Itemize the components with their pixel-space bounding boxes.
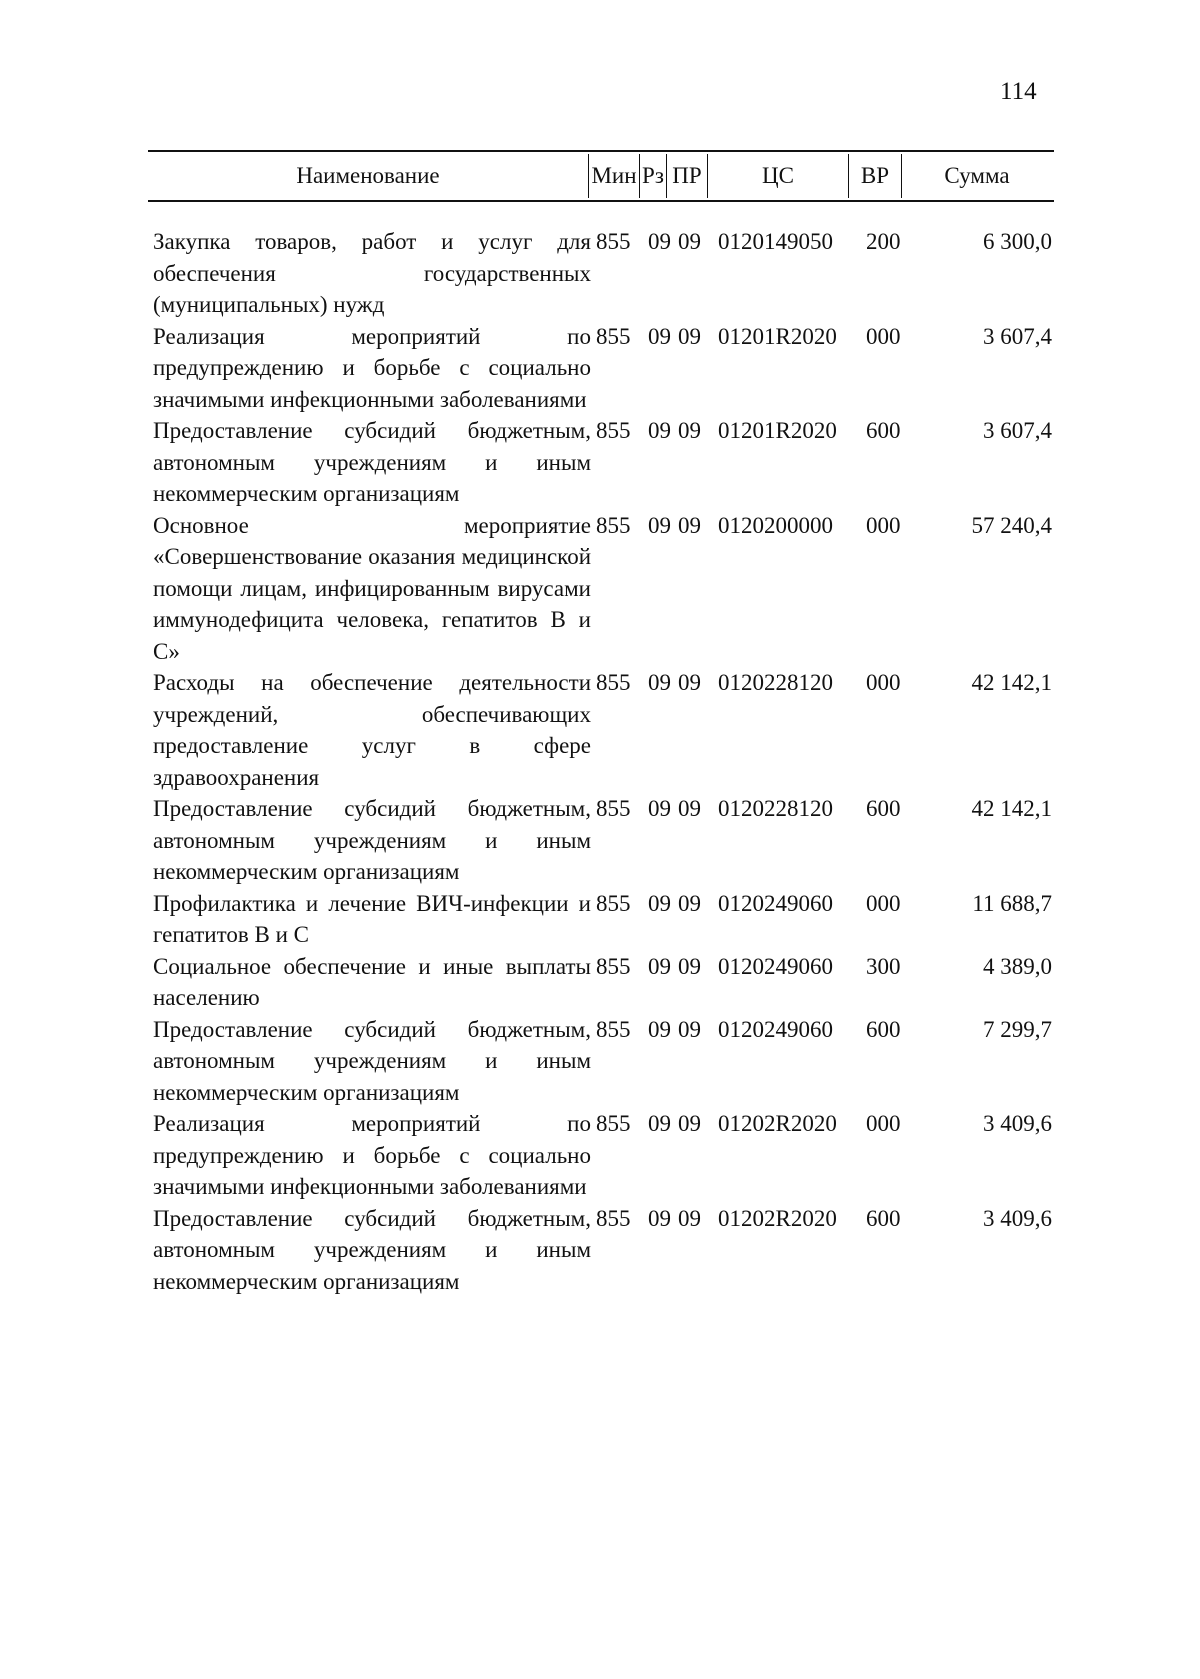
row-vr: 200: [866, 229, 901, 254]
row-cs: 01202R2020: [718, 1111, 837, 1136]
table-row: [0, 888, 1200, 951]
row-min: 855: [596, 953, 631, 979]
row-cs: 01201R2020: [718, 323, 837, 349]
row-rz: 09: [648, 1205, 671, 1231]
row-name: Предоставление субсидий бюджетным, автономным учреждениям и иным некоммерческим организациям: [153, 1205, 591, 1294]
row-cs: 01202R2020: [718, 1205, 837, 1231]
header-name: Наименование: [296, 163, 440, 188]
row-vr: 000: [866, 670, 901, 695]
row-min: 855: [596, 1111, 631, 1136]
row-rz: 09: [648, 229, 671, 254]
header-pr: ПР: [672, 163, 702, 188]
table-row: [0, 1014, 1200, 1109]
row-name: Основное мероприятие «Совершенствование оказания медицинской помощи лицам, инфицированным вирусами иммунодефицита человека, гепатитов В и С»: [153, 512, 591, 664]
row-name: Реализация мероприятий по предупреждению и борьбе с социально значимыми инфекционными заболеваниями: [153, 1111, 591, 1199]
row-min: 855: [596, 418, 631, 443]
row-pr: 09: [678, 890, 701, 916]
row-vr: 000: [866, 512, 901, 538]
row-vr: 600: [866, 796, 901, 821]
row-min: 855: [596, 323, 631, 349]
row-pr: 09: [678, 796, 701, 821]
row-pr: 09: [678, 512, 701, 538]
row-cs: 0120249060: [718, 953, 833, 979]
row-pr: 09: [678, 1111, 701, 1136]
row-name: Реализация мероприятий по предупреждению и борьбе с социально значимыми инфекционными заболеваниями: [153, 323, 591, 412]
row-cs: 0120249060: [718, 1016, 833, 1042]
row-sum: 3 607,4: [983, 418, 1052, 443]
row-min: 855: [596, 890, 631, 916]
table-body: [0, 226, 1200, 1297]
table-row: [0, 415, 1200, 510]
row-sum: 7 299,7: [983, 1016, 1052, 1042]
header-cs: ЦС: [762, 163, 794, 188]
header-sum: Сумма: [944, 163, 1010, 188]
row-pr: 09: [678, 229, 701, 254]
row-cs: 0120228120: [718, 670, 833, 695]
row-name: Предоставление субсидий бюджетным, автономным учреждениям и иным некоммерческим организациям: [153, 796, 591, 884]
row-vr: 000: [866, 890, 901, 916]
table-row: [0, 321, 1200, 416]
table-row: [0, 1108, 1200, 1203]
row-rz: 09: [648, 953, 671, 979]
row-sum: 42 142,1: [971, 670, 1052, 695]
row-sum: 57 240,4: [971, 512, 1052, 538]
row-cs: 01201R2020: [718, 418, 837, 443]
table-row: [0, 793, 1200, 888]
row-cs: 0120200000: [718, 512, 833, 538]
row-sum: 3 607,4: [983, 323, 1052, 349]
row-vr: 300: [866, 953, 901, 979]
row-vr: 600: [866, 1205, 901, 1231]
row-min: 855: [596, 512, 631, 538]
row-sum: 3 409,6: [983, 1205, 1052, 1231]
table-row: [0, 510, 1200, 668]
row-rz: 09: [648, 418, 671, 443]
row-pr: 09: [678, 953, 701, 979]
row-vr: 600: [866, 1016, 901, 1042]
row-rz: 09: [648, 1111, 671, 1136]
table-row: [0, 667, 1200, 793]
row-rz: 09: [648, 512, 671, 538]
row-rz: 09: [648, 670, 671, 695]
row-sum: 4 389,0: [983, 953, 1052, 979]
row-name: Расходы на обеспечение деятельности учреждений, обеспечивающих предоставление услуг в сфере здравоохранения: [153, 670, 591, 790]
row-pr: 09: [678, 418, 701, 443]
page-number: 114: [1000, 78, 1037, 105]
row-min: 855: [596, 796, 631, 821]
row-cs: 0120249060: [718, 890, 833, 916]
row-name: Предоставление субсидий бюджетным, автономным учреждениям и иным некоммерческим организациям: [153, 1016, 591, 1105]
row-sum: 11 688,7: [972, 890, 1052, 916]
header-vr: ВР: [860, 163, 890, 188]
row-sum: 42 142,1: [971, 796, 1052, 821]
row-cs: 0120228120: [718, 796, 833, 821]
row-min: 855: [596, 229, 631, 254]
row-pr: 09: [678, 323, 701, 349]
row-cs: 0120149050: [718, 229, 833, 254]
header-min: Мин: [591, 163, 637, 188]
table-row: [0, 1203, 1200, 1298]
row-vr: 600: [866, 418, 901, 443]
row-pr: 09: [678, 1205, 701, 1231]
row-vr: 000: [866, 323, 901, 349]
row-rz: 09: [648, 796, 671, 821]
row-min: 855: [596, 1016, 631, 1042]
row-min: 855: [596, 670, 631, 695]
table-row: [0, 951, 1200, 1014]
row-rz: 09: [648, 323, 671, 349]
row-sum: 3 409,6: [983, 1111, 1052, 1136]
row-vr: 000: [866, 1111, 901, 1136]
row-name: Предоставление субсидий бюджетным, автономным учреждениям и иным некоммерческим организациям: [153, 418, 591, 506]
row-pr: 09: [678, 670, 701, 695]
row-rz: 09: [648, 1016, 671, 1042]
row-name: Профилактика и лечение ВИЧ-инфекции и гепатитов В и С: [153, 890, 591, 947]
row-name: Закупка товаров, работ и услуг для обеспечения государственных (муниципальных) нужд: [153, 229, 591, 317]
row-pr: 09: [678, 1016, 701, 1042]
row-min: 855: [596, 1205, 631, 1231]
row-name: Социальное обеспечение и иные выплаты населению: [153, 953, 591, 1010]
header-rz: Рз: [642, 163, 664, 188]
row-sum: 6 300,0: [983, 229, 1052, 254]
table-header: [148, 150, 1054, 202]
table-row: [0, 226, 1200, 321]
row-rz: 09: [648, 890, 671, 916]
